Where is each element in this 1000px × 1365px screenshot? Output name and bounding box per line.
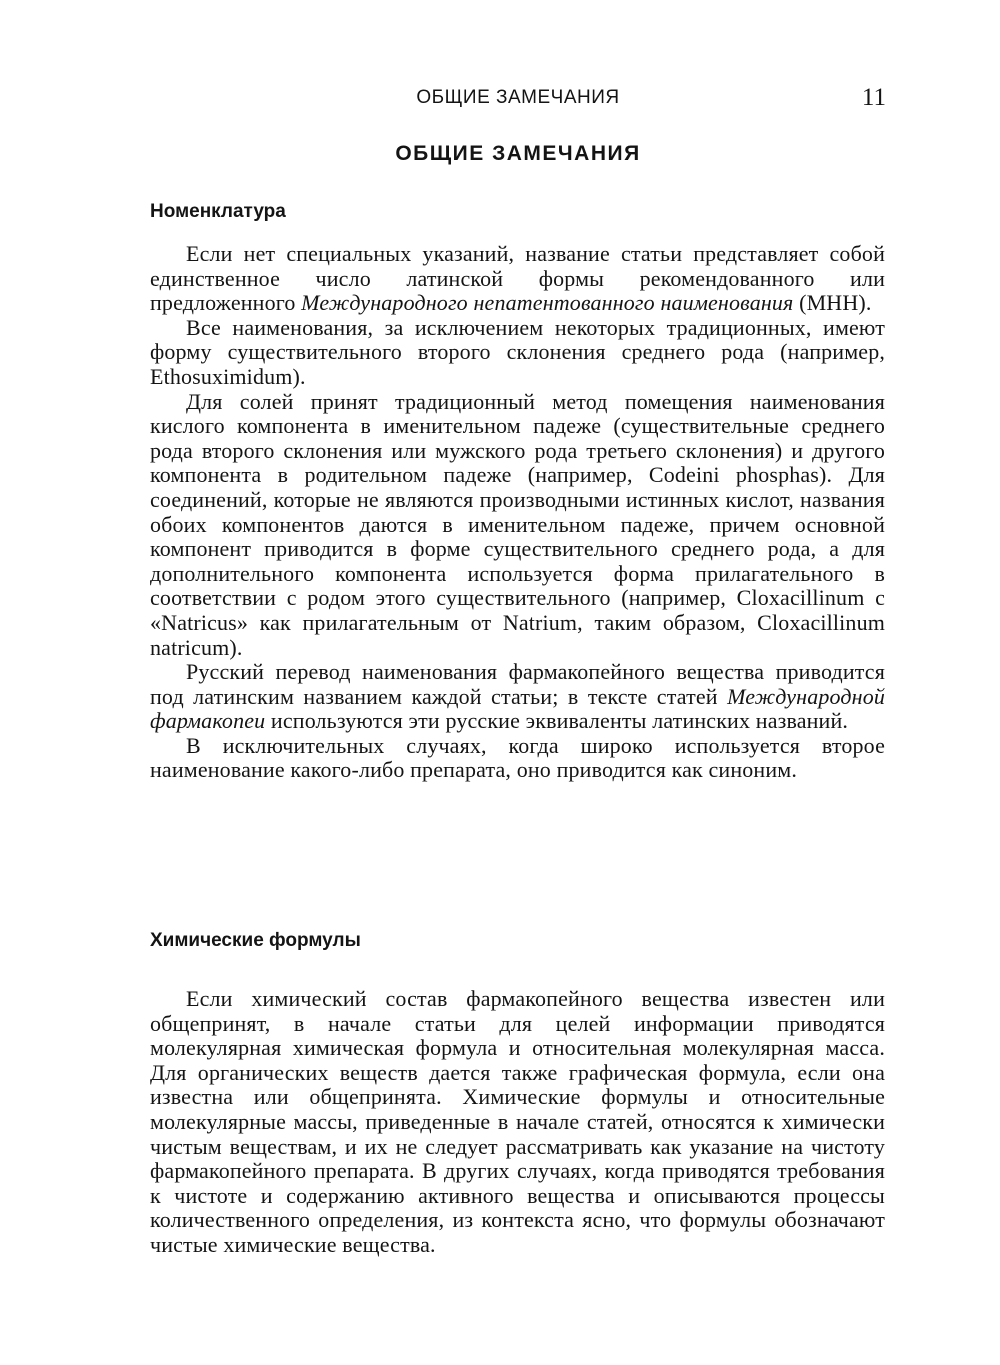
paragraph: В исключительных случаях, когда широко используется второе наименование какого-либо препарата, оно приводится как синоним.	[150, 732, 885, 783]
page-title: ОБЩИЕ ЗАМЕЧАНИЯ	[395, 142, 641, 165]
page-number: 11	[861, 84, 886, 111]
section-body-chemical-formulas	[150, 987, 885, 1258]
running-header	[150, 84, 886, 112]
paragraph: Если химический состав фармакопейного вещества известен или общепринят, в начале статьи для целей информации приводятся молекулярная химическая формула и относительная молекулярная масса. Для органических веществ дается также графическая формула, если она известна или общепринята. Химические формулы и относительные молекулярные массы, приведенные в начале статей, относятся к химически чистым веществам, и их не следует рассматривать как указание на чистоту фармакопейного препарата. В других случаях, когда приводятся требования к чистоте и содержанию активного вещества и описываются процессы количественного определения, из контекста ясно, что формулы обозначают чистые химические вещества.	[150, 986, 885, 1257]
section-heading-chemical-formulas: Химические формулы	[150, 930, 361, 951]
section-body-nomenclature	[150, 242, 885, 783]
paragraph: Если нет специальных указаний, название статьи представляет собой единственное число латинской формы рекомендованного или предложенного Международного непатентованного наименования (МНН).	[150, 241, 885, 316]
running-title: ОБЩИЕ ЗАМЕЧАНИЯ	[416, 87, 620, 108]
paragraph: Русский перевод наименования фармакопейного вещества приводится под латинским названием каждой статьи; в тексте статей Международной фармакопеи используются эти русские эквиваленты латинских названий.	[150, 659, 885, 734]
section-heading-nomenclature: Номенклатура	[150, 201, 286, 222]
paragraph: Все наименования, за исключением некоторых традиционных, имеют форму существительного второго склонения среднего рода (например, Ethosuximidum).	[150, 314, 885, 389]
paragraph: Для солей принят традиционный метод помещения наименования кислого компонента в именительном падеже (существительные среднего рода второго склонения или мужского рода третьего склонения) и другого компонента в родительном падеже (например, Codeini phosphas). Для соединений, которые не являются производными истинных кислот, названия обоих компонентов даются в именительном падеже, причем основной компонент приводится в форме существительного среднего рода, а для дополнительного компонента используется форма прилагательного в соответствии с родом этого существительного (например, Cloxacillinum с «Natricus» как прилагательным от Natrium, таким образом, Cloxacillinum natricum).	[150, 388, 885, 660]
